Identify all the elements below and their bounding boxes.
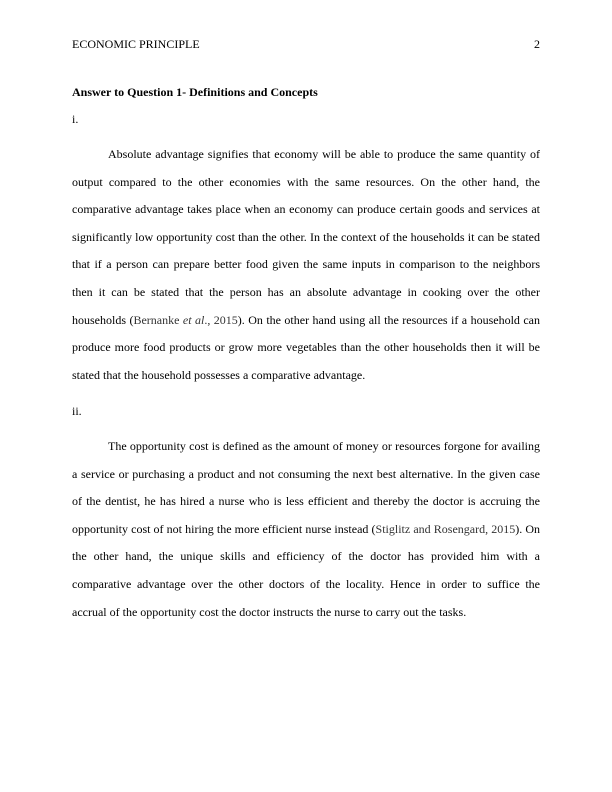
paragraph-text: ). On the other hand using all the resources if a household can produce more food products or grow more vegetables than the other households then it will be stated that the household possesses a comparative advantage.	[72, 312, 540, 382]
page-number: 2	[534, 37, 540, 51]
paragraph-opportunity-cost	[72, 433, 540, 626]
subsection-label-ii: ii.	[72, 404, 82, 418]
running-head: ECONOMIC PRINCIPLE	[72, 37, 200, 51]
paragraph-absolute-advantage	[72, 141, 540, 389]
citation-stiglitz: Stiglitz and Rosengard, 2015	[375, 521, 516, 536]
citation-author: Bernanke	[133, 312, 183, 327]
citation-bernanke	[133, 313, 237, 327]
citation-etal: et al	[182, 312, 205, 327]
citation-year: ., 2015	[204, 312, 238, 327]
subsection-label-i: i.	[72, 112, 79, 126]
paragraph-text: The opportunity cost is defined as the amount of money or resources forgone for availing a service or purchasing a product and not consuming the next best alternative. In the given case of the dentist, he has hired a nurse who is less efficient and thereby the doctor is accruing the opportunity cost of not hiring the more efficient nurse instead (	[72, 439, 540, 536]
section-heading: Answer to Question 1- Definitions and Concepts	[72, 85, 318, 99]
paragraph-text: Absolute advantage signifies that economy will be able to produce the same quantity of output compared to the other economies with the same resources. On the other hand, the comparative advantage takes place when an economy can produce certain goods and services at significantly low opportunity cost than the other. In the context of the households it can be stated that if a person can prepare better food given the same inputs in comparison to the neighbors then it can be stated that the person has an absolute advantage in cooking over the other households (	[72, 147, 540, 327]
paragraph-text: ). On the other hand, the unique skills and efficiency of the doctor has provided him with a comparative advantage over the other doctors of the locality. Hence in order to suffice the accrual of the opportunity cost the doctor instructs the nurse to carry out the tasks.	[72, 521, 540, 619]
